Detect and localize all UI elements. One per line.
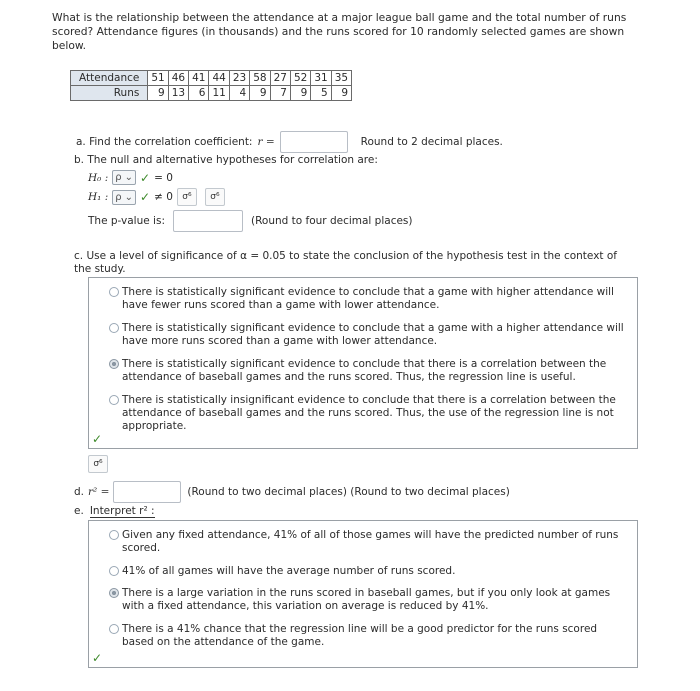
math-palette-button[interactable]: σ⁶ (177, 188, 197, 206)
part-c-option[interactable] (109, 286, 629, 312)
part-b-label: b. The null and alternative hypotheses for correlation are: (74, 154, 378, 166)
question-intro: What is the relationship between the attendance at a major league ball game and the total number of runs scored? Attendance figures (in thousands) and the runs scored for 10 randomly selected games are shown below. (52, 11, 627, 52)
option-text: There is statistically significant evidence to conclude that there is a correlation between the attendance of baseball games and the runs scored. Thus, the regression line is useful. (122, 358, 607, 383)
part-e-label: Interpret r² : (89, 505, 155, 517)
table-cell: 23 (229, 71, 249, 86)
math-palette-button[interactable]: σ⁶ (88, 455, 108, 473)
part-c-option[interactable] (109, 322, 629, 348)
row-label: Runs (71, 86, 148, 101)
check-icon: ✓ (140, 170, 151, 185)
part-e-options-panel (88, 520, 638, 668)
part-d-hint: (Round to two decimal places) (Round to two decimal places) (187, 486, 510, 498)
row-label: Attendance (71, 71, 148, 86)
h1-label: H₁ : (88, 191, 109, 203)
part-c-label: c. Use a level of significance of α = 0.05 to state the conclusion of the hypothesis test in the context of the study. (74, 250, 617, 275)
table-cell: 52 (290, 71, 310, 86)
part-e-option[interactable] (109, 623, 629, 649)
check-icon: ✓ (92, 432, 103, 446)
table-cell: 9 (290, 86, 310, 101)
h0-param-value: ρ (115, 172, 122, 183)
table-row (71, 86, 352, 101)
h1-row (88, 188, 225, 206)
part-e-prefix: e. (74, 505, 84, 517)
check-icon: ✓ (92, 651, 103, 665)
radio-button-selected[interactable] (109, 588, 119, 598)
option-text: Given any fixed attendance, 41% of all of those games will have the predicted number of runs scored. (122, 529, 619, 554)
table-cell: 27 (270, 71, 290, 86)
pvalue-input[interactable] (173, 210, 243, 232)
table-cell: 51 (148, 71, 168, 86)
table-cell: 11 (209, 86, 229, 101)
part-d (74, 481, 510, 503)
chevron-down-icon: ⌄ (124, 191, 133, 203)
radio-button[interactable] (109, 323, 119, 333)
option-text: There is statistically significant evidence to conclude that a game with a higher attendance will have more runs scored than a game with lower attendance. (122, 322, 624, 347)
part-e-option[interactable] (109, 529, 629, 555)
option-text: There is statistically significant evidence to conclude that a game with higher attendance will have fewer runs scored than a game with lower attendance. (122, 286, 614, 311)
table-cell: 6 (189, 86, 209, 101)
part-a (76, 131, 503, 153)
radio-button[interactable] (109, 624, 119, 634)
table-cell: 9 (148, 86, 168, 101)
table-cell: 13 (168, 86, 188, 101)
part-c-options-panel (88, 277, 638, 449)
h0-label: H₀ : (88, 171, 109, 184)
correlation-input[interactable] (280, 131, 348, 153)
option-text: There is a large variation in the runs scored in baseball games, but if you only look at games with a fixed attendance, this variation on average is reduced by 41%. (122, 587, 611, 612)
table-row (71, 71, 352, 86)
table-cell: 4 (229, 86, 249, 101)
check-icon: ✓ (140, 190, 151, 204)
part-e-option-selected[interactable] (109, 587, 629, 613)
option-text: 41% of all games will have the average number of runs scored. (122, 565, 456, 577)
pvalue-row (88, 210, 413, 232)
table-cell: 5 (311, 86, 331, 101)
h1-param-select[interactable] (112, 190, 136, 205)
radio-button[interactable] (109, 287, 119, 297)
part-d-var: r² = (88, 486, 110, 498)
r-squared-input[interactable] (113, 481, 181, 503)
h1-relation: ≠ 0 (154, 191, 173, 203)
radio-button[interactable] (109, 530, 119, 540)
radio-button[interactable] (109, 566, 119, 576)
part-e-option[interactable] (109, 565, 629, 578)
h0-param-select[interactable] (112, 170, 136, 185)
part-c-option-selected[interactable] (109, 358, 629, 384)
h0-row (88, 170, 173, 185)
radio-button-selected[interactable] (109, 359, 119, 369)
table-cell: 31 (311, 71, 331, 86)
h0-relation: = 0 (154, 171, 173, 184)
part-d-prefix: d. (74, 486, 85, 498)
table-cell: 46 (168, 71, 188, 86)
table-cell: 7 (270, 86, 290, 101)
table-cell: 9 (250, 86, 270, 101)
pvalue-hint: (Round to four decimal places) (250, 215, 413, 227)
table-cell: 41 (189, 71, 209, 86)
table-cell: 58 (250, 71, 270, 86)
part-c-option[interactable] (109, 394, 633, 433)
data-table (70, 70, 352, 101)
part-a-prefix: a. Find the correlation coefficient: (76, 136, 253, 148)
option-text: There is a 41% chance that the regression line will be a good predictor for the runs scored based on the attendance of the game. (122, 623, 598, 648)
table-cell: 9 (331, 86, 351, 101)
part-a-var: r = (257, 136, 275, 148)
table-cell: 44 (209, 71, 229, 86)
radio-button[interactable] (109, 395, 119, 405)
chevron-down-icon: ⌄ (124, 172, 133, 183)
pvalue-label: The p-value is: (88, 215, 165, 227)
h1-param-value: ρ (115, 191, 122, 203)
part-e-label-row (74, 505, 155, 518)
option-text: There is statistically insignificant evidence to conclude that there is a correlation between the attendance of baseball games and the runs scored. Thus, the use of the regression line is not appropriate. (122, 394, 616, 432)
table-cell: 35 (331, 71, 351, 86)
math-palette-button[interactable]: σ⁶ (205, 188, 225, 206)
part-a-hint: Round to 2 decimal places. (360, 136, 503, 148)
